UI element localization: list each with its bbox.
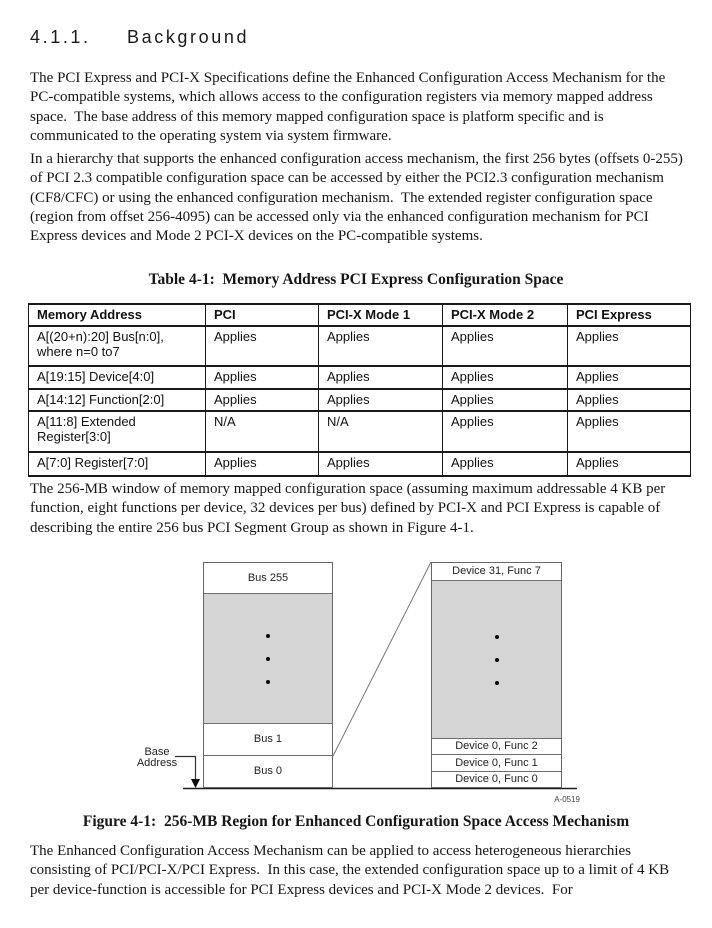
cell: A[(20+n):20] Bus[n:0], where n=0 to7 <box>29 326 206 366</box>
figure-connector-lines <box>0 550 712 814</box>
cell: Applies <box>319 389 443 411</box>
device-31-func-7-band: Device 31, Func 7 <box>432 563 561 581</box>
bus-255-band: Bus 255 <box>204 563 332 594</box>
bus-memory-stack <box>203 562 333 788</box>
cell: Applies <box>568 326 691 366</box>
figure-caption: Figure 4-1: 256-MB Region for Enhanced Configuration Space Access Mechanism <box>82 813 630 830</box>
cell: Applies <box>319 366 443 389</box>
paragraph-4: The Enhanced Configuration Access Mechanism can be applied to access heterogeneous hierarchies consisting of PCI/PCI-X/PCI Express. In this case, the extended configuration space up to a limit of 4 KB per device-function is accessible for PCI Express devices and PCI-X Mode 2 devices. For <box>30 843 673 898</box>
config-space-table <box>28 303 691 477</box>
table-header-row <box>29 304 691 326</box>
cell: Applies <box>206 326 319 366</box>
paragraph-3: The 256-MB window of memory mapped configuration space (assuming maximum addressable 4 KB per function, eight functions per device, 32 devices per bus) defined by PCI-X and PCI Express is capable of describing the entire 256 bus PCI Segment Group as shown in Figure 4-1. <box>30 481 670 536</box>
bus-ellipsis-region <box>204 594 332 724</box>
figure-4-1 <box>0 550 712 814</box>
table-caption: Table 4-1: Memory Address PCI Express Configuration Space <box>148 271 564 288</box>
base-address-line1: Base <box>144 746 170 758</box>
cell: Applies <box>319 326 443 366</box>
cell: A[7:0] Register[7:0] <box>29 452 206 476</box>
bus-1-band: Bus 1 <box>204 724 332 756</box>
cell: Applies <box>206 389 319 411</box>
ellipsis-dot <box>495 658 499 662</box>
cell: Applies <box>443 389 568 411</box>
base-address-label <box>131 747 183 769</box>
cell: Applies <box>568 452 691 476</box>
paragraph-1: The PCI Express and PCI-X Specifications define the Enhanced Configuration Access Mechanism for the PC-compatible systems, which allows access to the configuration registers via memory mapped address space. The base address of this memory mapped configuration space is platform specific and is communicated to the operating system via system firmware. <box>30 70 670 144</box>
col-header-pci-express: PCI Express <box>568 304 691 326</box>
cell: Applies <box>568 366 691 389</box>
section-number: 4.1.1. <box>30 27 91 47</box>
table-row <box>29 452 691 476</box>
device-0-func-0-band: Device 0, Func 0 <box>455 773 538 785</box>
base-address-line2: Address <box>136 757 178 769</box>
cell: Applies <box>568 411 691 452</box>
figure-ref-code: A-0519 <box>554 795 580 804</box>
device-ellipsis-region <box>432 581 561 739</box>
cell: Applies <box>568 389 691 411</box>
table-row <box>29 366 691 389</box>
cell: Applies <box>443 411 568 452</box>
ellipsis-dot <box>495 681 499 685</box>
cell: N/A <box>206 411 319 452</box>
device-0-func-1-band: Device 0, Func 1 <box>432 755 561 772</box>
cell: Applies <box>206 452 319 476</box>
table-row <box>29 326 691 366</box>
paragraph-2: In a hierarchy that supports the enhanced configuration access mechanism, the first 256 bytes (offsets 0-255) of PCI 2.3 compatible configuration space can be accessed by either the PCI2.3 configuration mechanism (CF8/CFC) or using the enhanced configuration mechanism. The extended register configuration space (region from offset 256-4095) can be accessed only via the enhanced configuration mechanism for PCI Express devices and Mode 2 PCI-X devices on the PC-compatible systems. <box>30 151 687 245</box>
cell: Applies <box>443 366 568 389</box>
ellipsis-dot <box>495 635 499 639</box>
cell: A[11:8] Extended Register[3:0] <box>29 411 206 452</box>
cell: A[14:12] Function[2:0] <box>29 389 206 411</box>
cell: Applies <box>206 366 319 389</box>
section-title: Background <box>127 27 250 47</box>
bus-0-band: Bus 0 <box>253 765 283 777</box>
table-row <box>29 389 691 411</box>
section-heading <box>30 27 249 48</box>
col-header-pci: PCI <box>206 304 319 326</box>
cell: A[19:15] Device[4:0] <box>29 366 206 389</box>
ellipsis-dot <box>266 634 270 638</box>
col-header-memory-address: Memory Address <box>29 304 206 326</box>
cell: Applies <box>443 452 568 476</box>
cell: N/A <box>319 411 443 452</box>
device-0-func-2-band: Device 0, Func 2 <box>432 739 561 755</box>
col-header-pcix-mode1: PCI-X Mode 1 <box>319 304 443 326</box>
cell: Applies <box>319 452 443 476</box>
cell: Applies <box>443 326 568 366</box>
table-row <box>29 411 691 452</box>
device-function-stack <box>431 562 562 788</box>
ellipsis-dot <box>266 680 270 684</box>
ellipsis-dot <box>266 657 270 661</box>
col-header-pcix-mode2: PCI-X Mode 2 <box>443 304 568 326</box>
